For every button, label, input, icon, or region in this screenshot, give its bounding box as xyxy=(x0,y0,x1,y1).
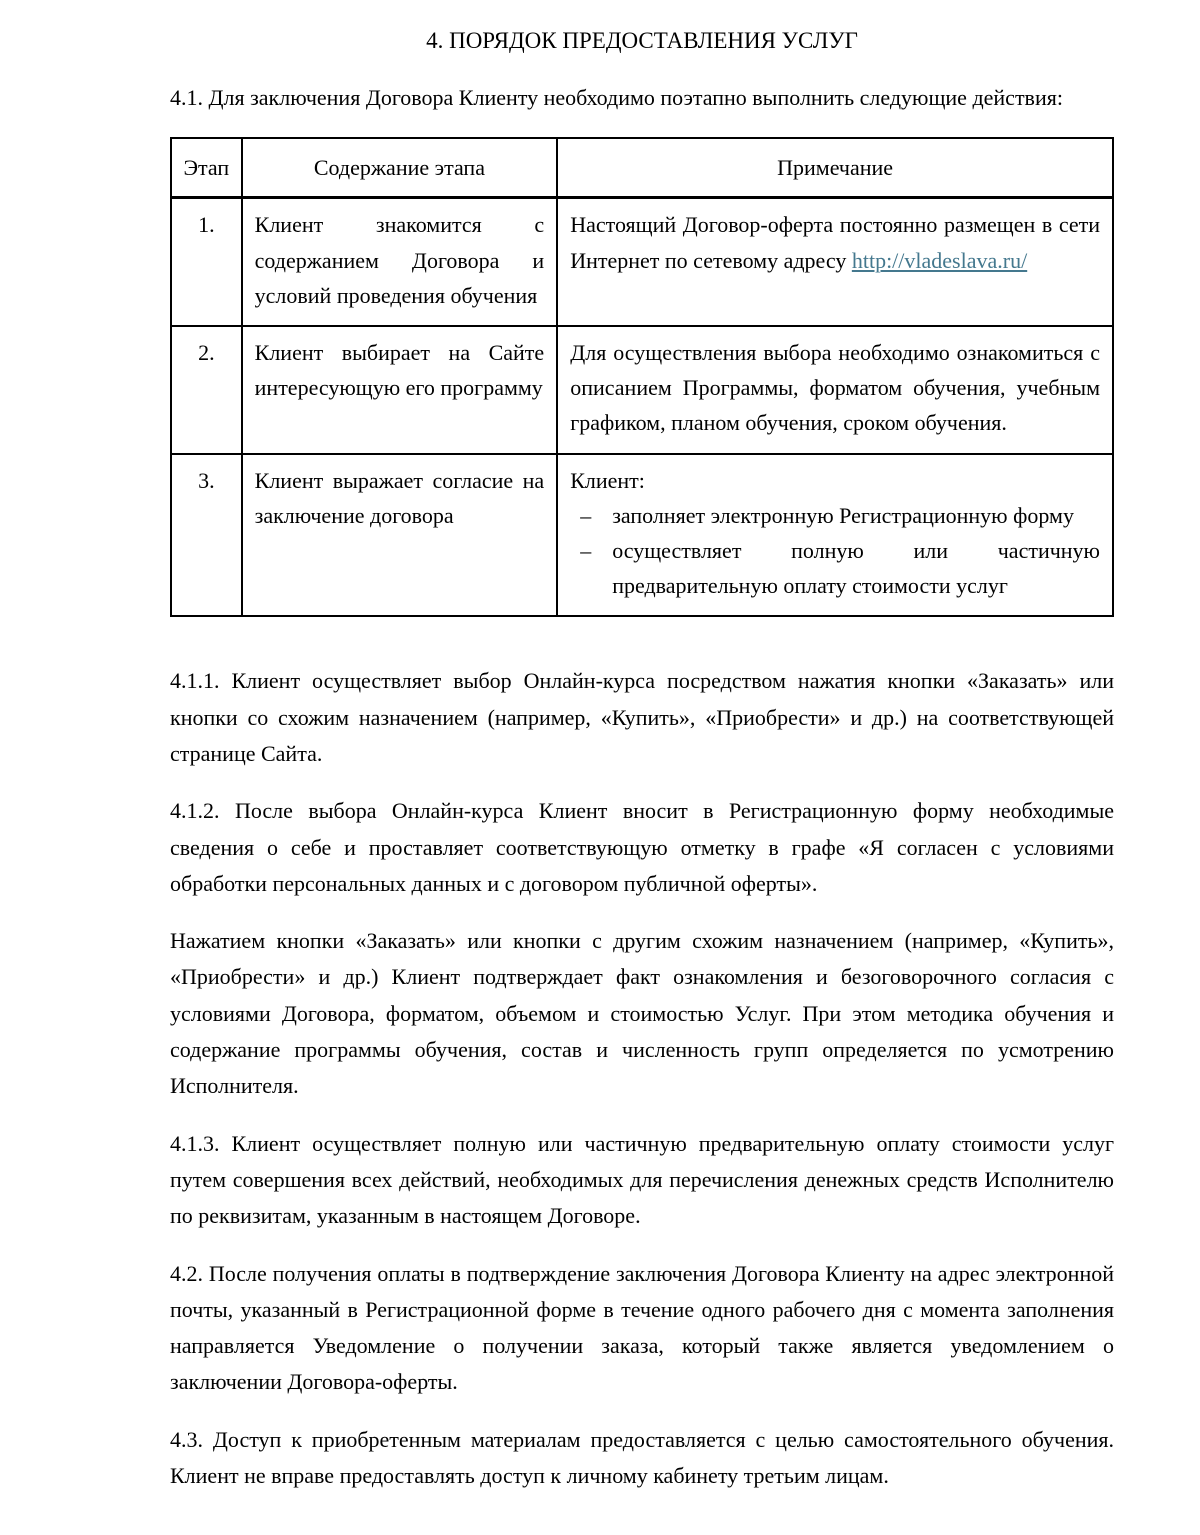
dash-bullet-icon: – xyxy=(580,502,592,528)
stage-note xyxy=(557,454,1113,617)
paragraph-4-2: 4.2. После получения оплаты в подтверждение заключения Договора Клиенту на адрес электронной почты, указанный в Регистрационной форме в течение одного рабочего дня с момента заполнения направляется Уведомление о получении заказа, который также является уведомлением о заключении Договора-оферты. xyxy=(170,1260,1114,1395)
bullet-text: осуществляет полную или частичную предварительную оплату стоимости услуг xyxy=(612,537,1100,599)
table-row xyxy=(171,454,1113,617)
table-row xyxy=(171,326,1113,454)
intro-paragraph: 4.1. Для заключения Договора Клиенту необходимо поэтапно выполнить следующие действия: xyxy=(170,85,1063,110)
stage-number: 2. xyxy=(171,326,242,454)
header-stage: Этап xyxy=(171,138,242,198)
stage-content: Клиент выражает согласие на заключение договора xyxy=(242,454,558,617)
stage-number: 1. xyxy=(171,198,242,326)
header-content: Содержание этапа xyxy=(242,138,558,198)
note-text: Настоящий Договор-оферта постоянно размещен в сети Интернет по сетевому адресу xyxy=(570,212,1100,273)
stage-content: Клиент выбирает на Сайте интересующую его программу xyxy=(242,326,558,454)
paragraph-4-1-3: 4.1.3. Клиент осуществляет полную или частичную предварительную оплату стоимости услуг путем совершения всех действий, необходимых для перечисления денежных средств Исполнителю по реквизитам, указанным в настоящем Договоре. xyxy=(170,1130,1114,1229)
stage-content: Клиент знакомится с содержанием Договора и условий проведения обучения xyxy=(242,198,558,326)
note-intro: Клиент: xyxy=(570,467,645,493)
page-title: 4. ПОРЯДОК ПРЕДОСТАВЛЕНИЯ УСЛУГ xyxy=(426,28,858,53)
dash-bullet-icon: – xyxy=(580,537,592,563)
offer-url-link[interactable]: http://vladeslava.ru/ xyxy=(851,247,1028,273)
paragraph-4-3: 4.3. Доступ к приобретенным материалам предоставляется с целью самостоятельного обучения. Клиент не вправе предоставлять доступ к личному кабинету третьим лицам. xyxy=(170,1426,1114,1488)
stages-table xyxy=(170,137,1114,617)
header-note: Примечание xyxy=(557,138,1113,198)
list-item xyxy=(570,533,1100,603)
paragraph-4-1-1: 4.1.1. Клиент осуществляет выбор Онлайн-курса посредством нажатия кнопки «Заказать» или кнопки со схожим назначением (например, «Купить», «Приобрести» и др.) на соответствующей странице Сайта. xyxy=(170,668,1114,766)
paragraph-4-1-2: 4.1.2. После выбора Онлайн-курса Клиент вносит в Регистрационную форму необходимые сведения о себе и проставляет соответствующую отметку в графе «Я согласен с условиями обработки персональных данных и с договором публичной оферты». xyxy=(170,798,1114,896)
paragraph-order-confirmation: Нажатием кнопки «Заказать» или кнопки с другим схожим назначением (например, «Купить», «Приобрести» и др.) Клиент подтверждает факт ознакомления и безоговорочного согласия с условиями Договора, форматом, объемом и стоимостью Услуг. При этом методика обучения и содержание программы обучения, состав и численность групп определяется по усмотрению Исполнителя. xyxy=(170,928,1114,1099)
bullet-text: заполняет электронную Регистрационную форму xyxy=(612,502,1074,528)
table-row xyxy=(171,198,1113,326)
list-item xyxy=(570,498,1100,533)
table-header-row xyxy=(171,138,1113,198)
stage-note xyxy=(557,198,1113,326)
stage-number: 3. xyxy=(171,454,242,617)
stage-note: Для осуществления выбора необходимо ознакомиться с описанием Программы, форматом обучения, учебным графиком, планом обучения, сроком обучения. xyxy=(557,326,1113,454)
